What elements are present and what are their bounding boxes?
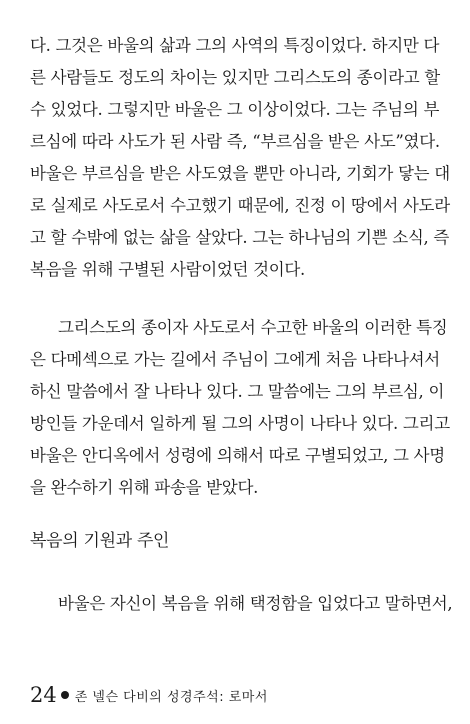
section-heading: 복음의 기원과 주인 bbox=[30, 531, 170, 551]
text-line: 복음을 위해 구별된 사람이었던 것이다. bbox=[30, 260, 305, 279]
text-line: 하신 말씀에서 잘 나타나 있다. 그 말씀에는 그의 부르심, 이 bbox=[30, 382, 445, 401]
text-line: 바울은 안디옥에서 성령에 의해서 따로 구별되었고, 그 사명 bbox=[30, 446, 445, 465]
text-line: 로 실제로 사도로서 수고했기 때문에, 진정 이 땅에서 사도라 bbox=[30, 196, 450, 215]
text-line: 바울은 부르심을 받은 사도였을 뿐만 아니라, 기회가 닿는 대 bbox=[30, 164, 450, 183]
text-line: 르심에 따라 사도가 된 사람 즉, “부르심을 받은 사도”였다. bbox=[30, 132, 440, 151]
text-line: 수 있었다. 그렇지만 바울은 그 이상이었다. 그는 주님의 부 bbox=[30, 100, 440, 119]
text-line: 고 할 수밖에 없는 삶을 살았다. 그는 하나님의 기쁜 소식, 즉 bbox=[30, 228, 450, 247]
text-line: 을 완수하기 위해 파송을 받았다. bbox=[30, 478, 259, 497]
text-line: 른 사람들도 정도의 차이는 있지만 그리스도의 종이라고 할 bbox=[30, 68, 440, 87]
text-line: 은 다메섹으로 가는 길에서 주님이 그에게 처음 나타나셔서 bbox=[30, 350, 440, 369]
text-line: 다. 그것은 바울의 삶과 그의 사역의 특징이었다. 하지만 다 bbox=[30, 36, 440, 55]
running-title: 존 넬슨 다비의 성경주석: 로마서 bbox=[74, 689, 268, 705]
bullet-icon bbox=[61, 691, 69, 699]
text-line: 바울은 자신이 복음을 위해 택정함을 입었다고 말하면서, bbox=[58, 594, 453, 613]
text-line: 그리스도의 종이자 사도로서 수고한 바울의 이러한 특징 bbox=[58, 318, 448, 337]
page-number: 24 bbox=[30, 683, 57, 707]
text-line: 방인들 가운데서 일하게 될 그의 사명이 나타나 있다. 그리고 bbox=[30, 414, 450, 433]
page-footer bbox=[30, 682, 268, 708]
